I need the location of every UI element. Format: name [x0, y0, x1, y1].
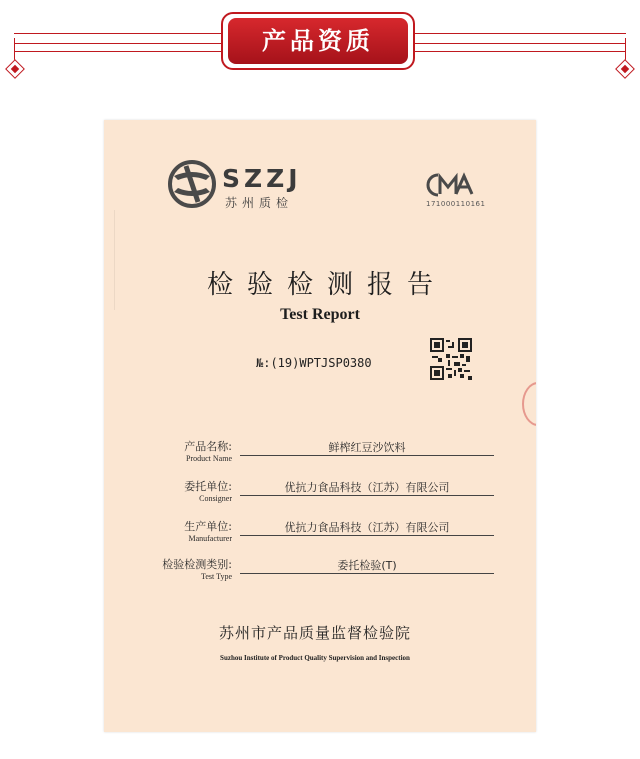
- test-type-underline: [240, 573, 494, 574]
- test-type-label: 检验检测类别:: [162, 558, 232, 571]
- field-product-name: [104, 438, 536, 476]
- consigner-label: 委托单位:: [184, 480, 232, 493]
- cma-code: 171000110161: [426, 200, 486, 208]
- institute-name-cn: 苏州市产品质量监督检验院: [218, 624, 411, 642]
- szzj-logo-subtitle: 苏州质检: [225, 196, 294, 210]
- field-manufacturer: [104, 518, 536, 556]
- right-diamond-icon: [615, 59, 635, 79]
- consigner-value: 优抗力食品科技（江苏）有限公司: [284, 481, 450, 494]
- product-name-value: 鲜榨红豆沙饮料: [328, 441, 406, 454]
- product-name-label: 产品名称:: [184, 440, 232, 453]
- szzj-logo-text: SZZJ: [222, 164, 302, 193]
- report-title-en: Test Report: [280, 306, 360, 323]
- test-report-certificate: [104, 120, 536, 732]
- seal-stamp-edge: [522, 382, 536, 426]
- cma-logo-icon: [426, 172, 474, 198]
- test-type-value: 委托检验(T): [337, 559, 397, 572]
- manufacturer-label: 生产单位:: [184, 520, 232, 533]
- field-consigner: [104, 478, 536, 516]
- consigner-underline: [240, 495, 494, 496]
- left-diamond-icon: [5, 59, 25, 79]
- qr-code-icon: [430, 338, 472, 380]
- manufacturer-value: 优抗力食品科技（江苏）有限公司: [284, 521, 450, 534]
- manufacturer-underline: [240, 535, 494, 536]
- szzj-logo-icon: [166, 158, 218, 210]
- product-name-underline: [240, 455, 494, 456]
- test-type-label-en: Test Type: [201, 572, 232, 581]
- header-title: 产品资质: [228, 18, 408, 64]
- report-number: №:(19)WPTJSP0380: [256, 356, 372, 370]
- institute-name-en: Suzhou Institute of Product Quality Supervision and Inspection: [220, 654, 410, 662]
- manufacturer-label-en: Manufacturer: [188, 534, 232, 543]
- field-test-type: [104, 556, 536, 594]
- report-title-cn: 检验检测报告: [206, 270, 447, 300]
- consigner-label-en: Consigner: [199, 494, 232, 503]
- product-name-label-en: Product Name: [186, 454, 232, 463]
